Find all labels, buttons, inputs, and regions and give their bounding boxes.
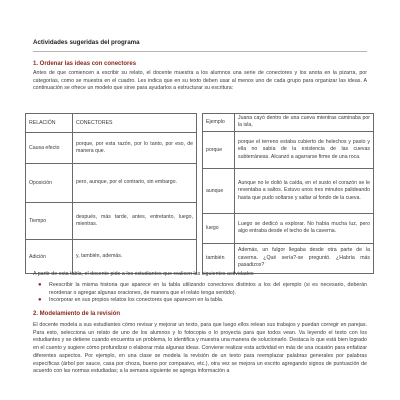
connector-cell: aunque: [203, 168, 235, 213]
connector-cell: luego: [203, 213, 235, 243]
list-item: [37, 282, 367, 297]
relation-cell: Oposición: [26, 164, 73, 203]
connector-cell: porque: [203, 131, 235, 168]
connectors-cell: porque, por esta razón, por lo tanto, por eso, de manera que.: [73, 133, 197, 164]
connectors-cell: y, también, además.: [73, 240, 197, 274]
table-row: [203, 213, 374, 243]
connectors-cell: después, más tarde, antes, entretanto, luego, mientras.: [73, 203, 197, 240]
table-row: [26, 164, 197, 203]
column-header-connectors: CONECTORES: [73, 114, 197, 133]
table-row: [26, 133, 197, 164]
relation-cell: Causa efecto: [26, 133, 73, 164]
story-cell: Luego se dedicó a explorar. No había mucha luz, pero algo entraba desde el techo de la caverna.: [235, 213, 374, 243]
table-row: [203, 243, 374, 273]
table-row: [203, 168, 374, 213]
list-item: [37, 297, 367, 305]
table-row: [26, 203, 197, 240]
table-row: [26, 240, 197, 274]
connector-cell: también: [203, 243, 235, 273]
activities-list: [37, 282, 367, 305]
story-cell: Juana cayó dentro de una cueva mientras caminaba por la isla,: [235, 114, 374, 132]
column-header-relation: RELACIÓN: [26, 114, 73, 133]
relation-cell: Adición: [26, 240, 73, 274]
heading-divider: [33, 51, 367, 52]
connectors-table: [25, 113, 197, 274]
table-row: [203, 114, 374, 132]
bullet-icon: ●: [38, 297, 42, 304]
table-header-row: [26, 114, 197, 133]
section-1-title: 1. Ordenar las ideas con conectores: [33, 61, 137, 67]
story-cell: Además, un fulgor llegaba desde otra parte de la caverna. ¿Qué sería?-se preguntó. ¿Habría más pasadizos?: [235, 243, 374, 273]
connectors-cell: pero, aunque, por el contrario, sin embargo.: [73, 164, 197, 203]
bullet-icon: ●: [38, 282, 42, 288]
section-2-title: 2. Modelamiento de la revisión: [33, 311, 121, 317]
table-row: [203, 131, 374, 168]
activities-intro: A partir de esta tabla, el docente pide a los estudiantes que realicen las siguientes actividades: [33, 271, 254, 277]
section-1-intro: Antes de que comiencen a escribir su relato, el docente muestra a los alumnos una serie de conectores y los anota en la pizarra, por categorías, como se muestra en el cuadro. Les indica que en su texto deben usar al menos uno de cada grupo para organizar las ideas. A continuación se ofrece un modelo que sirve para ayudarlos a estructurar su escritura:: [33, 70, 367, 92]
story-cell: porque el terreno estaba cubierto de helechos y pasto y ella no sabía de la existencia de las cuevas subterráneas. Alcanzó a agarrarse firme de una roca.: [235, 131, 374, 168]
story-cell: Aunque no le dolió la caída, en el susto el corazón se le reventaba a saltos. Estuvo unos tres minutos palideando hasta que pudo soltarse y saltar al fondo de la cueva.: [235, 168, 374, 213]
list-item-text: Incorporar en sus propios relatos los conectores que aparecen en la tabla.: [49, 297, 224, 304]
example-story-table: [202, 113, 374, 274]
relation-cell: Tiempo: [26, 203, 73, 240]
page-heading: Actividades sugeridas del programa: [33, 39, 140, 46]
connector-cell: Ejemplo: [203, 114, 235, 132]
section-2-body: El docente modela a sus estudiantes cómo revisar y mejorar un texto, para que luego ellos relean sus trabajos y puedan corregir en parejas. Para esto, selecciona un relato de uno de los alumnos y lo fotocopia o lo proyecta para que todos vean. Va leyendo el texto con los estudiantes y se detiene cuando encuentra un problema, lo identifica y muestra una manera de solucionarlo. Destaca lo que está bien logrado en el cuento y sugiere cómo profundizar o elaborar más algunas ideas. Conviene realizar esta actividad en más de una ocasión para enfatizar diferentes aspectos. Por ejemplo, en una clase se modela la revisión de un texto para reemplazar palabras generales por palabras específicas (árbol por sauce, casa por choza, bueno por compasivo, etc.), otra vez se mejora un escrito agregando signos de puntuación de acuerdo con las normas estudiadas; a la semana siguiente se agrega información a: [33, 322, 367, 375]
list-item-text: Reescribir la misma historia que aparece en la tabla utilizando conectores distintos a los del ejemplo (si es necesario, deberán reordenar o agregar algunas oraciones, de manera que el relato tenga sentido).: [49, 282, 367, 296]
